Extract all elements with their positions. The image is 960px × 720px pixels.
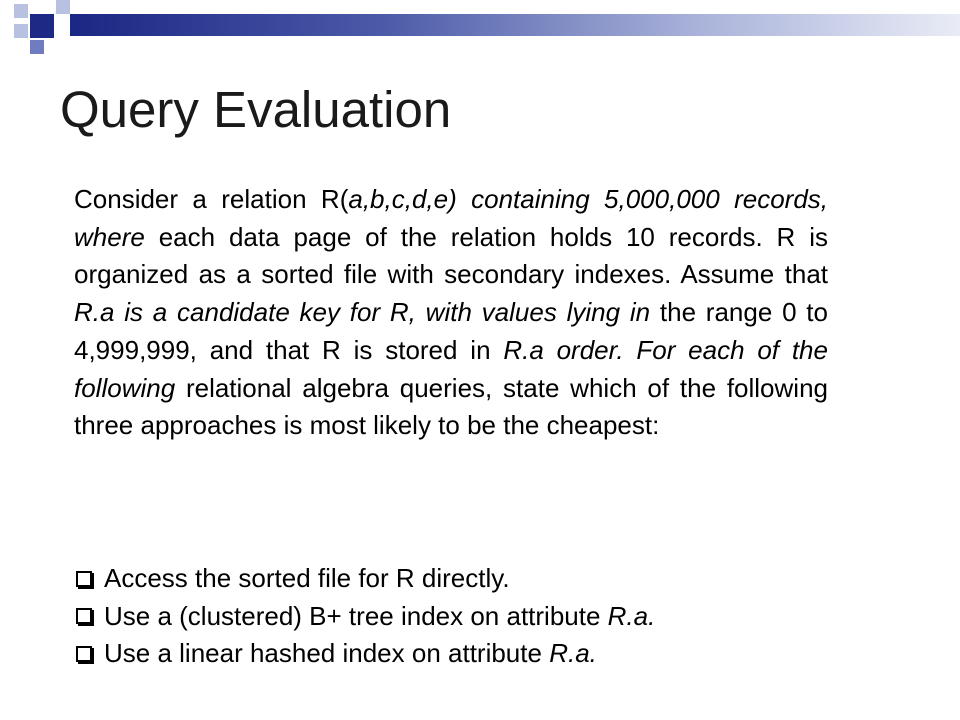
approach-italic-suffix: R.a. xyxy=(607,600,656,631)
paragraph-run: each data page of the relation holds 10 records. R is organized as a sorted file with secondary indexes. Assume that xyxy=(74,221,828,290)
paragraph-italic-run: R.a is a candidate key for R, with values lying in xyxy=(74,297,651,328)
corner-decoration-square xyxy=(56,0,70,14)
body-paragraph xyxy=(74,181,828,445)
approach-text: Use a linear hashed index on attribute xyxy=(104,638,550,668)
corner-decoration-square xyxy=(14,4,28,18)
paragraph-italic-run: R.a order. For each of the following xyxy=(74,334,828,403)
header-gradient-bar xyxy=(70,14,960,36)
hollow-square-bullet-icon xyxy=(76,571,92,587)
approach-list xyxy=(76,560,655,673)
corner-decoration-square xyxy=(30,40,44,54)
approach-item xyxy=(76,560,655,598)
paragraph-italic-run: a,b,c,d,e) containing 5,000,000 records, where xyxy=(74,184,829,252)
approach-item xyxy=(76,635,655,673)
hollow-square-bullet-icon xyxy=(76,608,92,624)
paragraph-run: the range 0 to 4,999,999, and that R is stored in xyxy=(74,297,828,365)
approach-item xyxy=(76,598,655,636)
corner-decoration-square xyxy=(14,24,28,38)
paragraph-run: relational algebra queries, state which of the following three approaches is most likely to be the cheapest: xyxy=(74,372,828,441)
paragraph-run: Consider a relation R( xyxy=(74,184,349,214)
hollow-square-bullet-icon xyxy=(76,646,92,662)
approach-text: Use a (clustered) B+ tree index on attribute xyxy=(104,600,608,631)
corner-decoration-square xyxy=(30,14,54,38)
slide-title: Query Evaluation xyxy=(60,81,452,138)
approach-text: Access the sorted file for R directly. xyxy=(104,563,510,593)
approach-italic-suffix: R.a. xyxy=(549,638,597,668)
